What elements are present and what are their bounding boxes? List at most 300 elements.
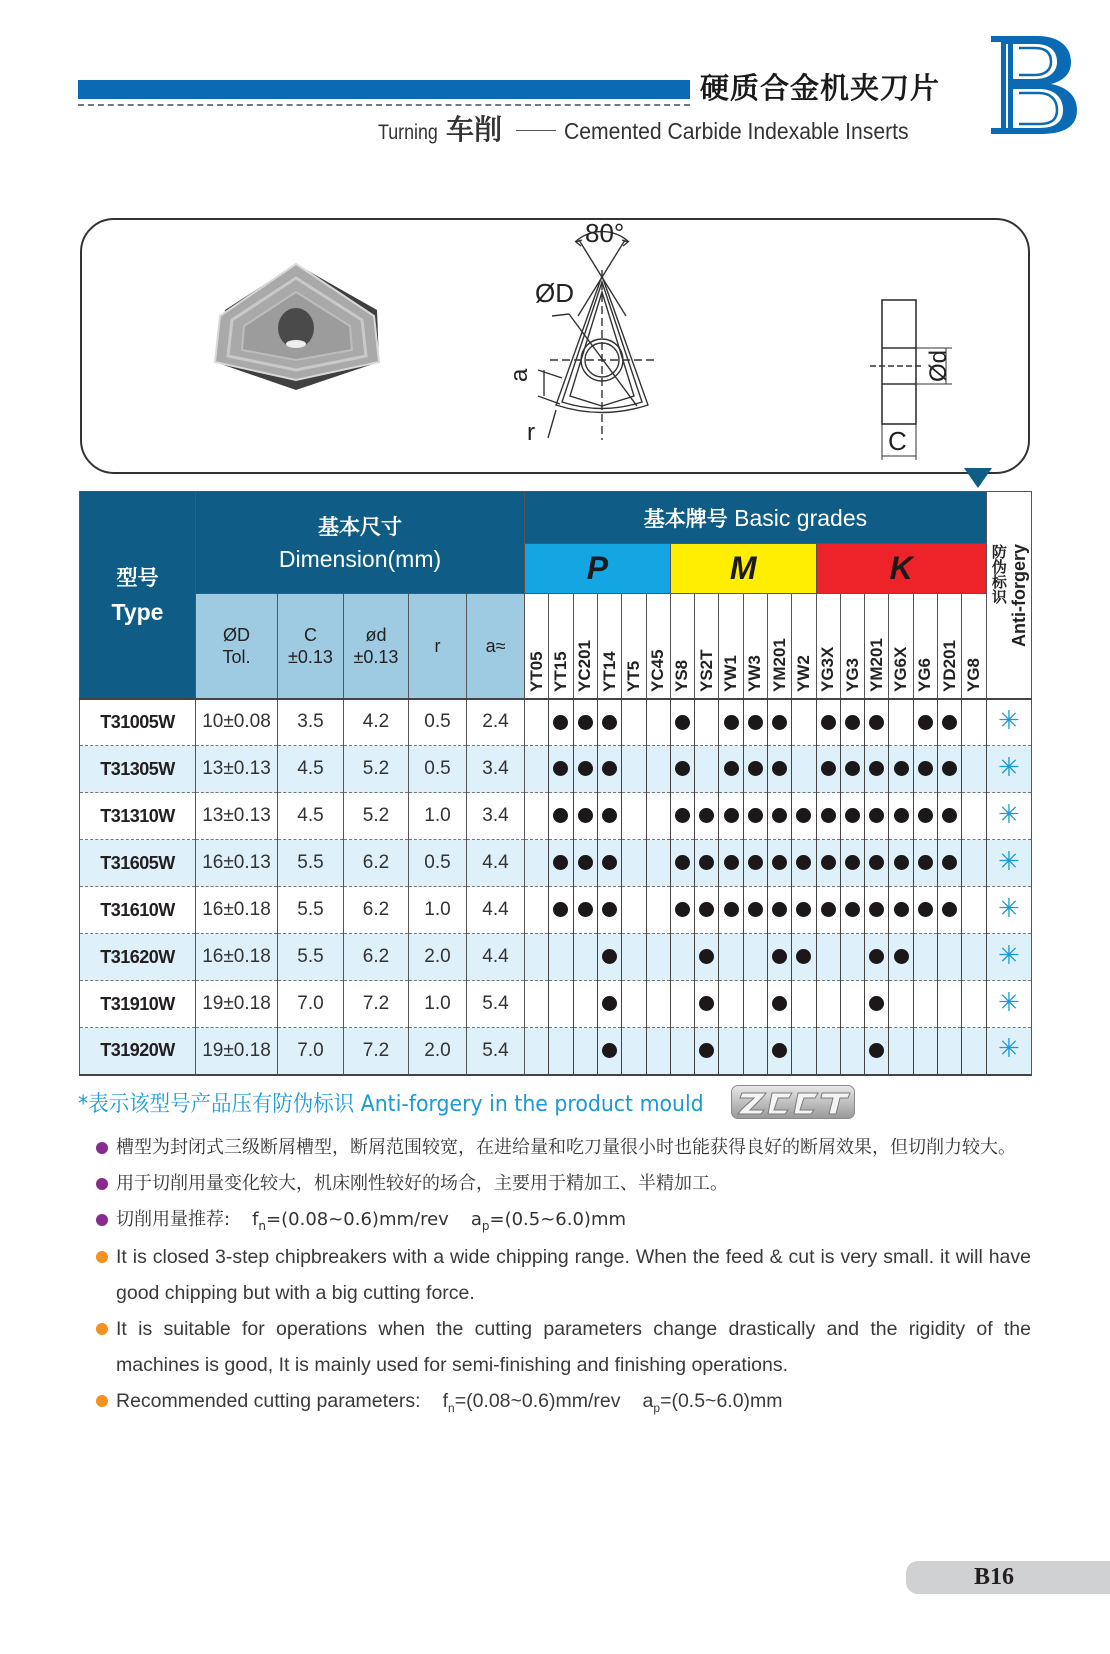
grade-cell [743, 887, 767, 934]
grade-cell [622, 793, 646, 840]
table-row [80, 934, 1032, 981]
grade-cell [816, 934, 840, 981]
bullet-dot-icon [96, 1178, 108, 1190]
grade-cell [670, 887, 694, 934]
subtitle-dash [516, 130, 556, 131]
grade-cell [767, 934, 791, 981]
grade-cell [938, 840, 962, 887]
r-cell: 0.5 [409, 699, 467, 746]
c-cell: 5.5 [278, 887, 344, 934]
grade-col-header: YW1 [719, 594, 743, 699]
availability-dot-icon [578, 761, 593, 776]
availability-dot-icon [578, 855, 593, 870]
anti-forgery-asterisk-icon: ✳ [997, 751, 1020, 782]
availability-dot-icon [942, 761, 957, 776]
grade-cell [573, 840, 597, 887]
grade-cell [816, 887, 840, 934]
availability-dot-icon [772, 855, 787, 870]
grade-cell [525, 746, 549, 793]
grade-cell [938, 1028, 962, 1075]
grade-cell [525, 699, 549, 746]
anti-forgery-pointer-icon [964, 468, 992, 488]
bullet-item: It is closed 3-step chipbreakers with a wide chipping range. When the feed & cut is very small. it will have good chipping but with a big cutting force. [96, 1239, 1031, 1311]
grade-col-header: YC45 [646, 594, 670, 699]
anti-forgery-asterisk-icon: ✳ [997, 892, 1020, 923]
availability-dot-icon [869, 855, 884, 870]
grade-cell [913, 981, 937, 1028]
hole-d-cell: 4.2 [344, 699, 409, 746]
availability-dot-icon [845, 761, 860, 776]
grade-group-p: P [525, 544, 671, 594]
availability-dot-icon [748, 808, 763, 823]
hole-d-cell: 7.2 [344, 981, 409, 1028]
grade-cell [816, 981, 840, 1028]
c-cell: 5.5 [278, 840, 344, 887]
grade-cell [889, 699, 913, 746]
c-cell: 7.0 [278, 981, 344, 1028]
grade-cell [670, 1028, 694, 1075]
hole-d-cell: 5.2 [344, 793, 409, 840]
anti-forgery-cell [986, 793, 1031, 840]
type-cell: T31310W [80, 793, 196, 840]
a-cell: 5.4 [467, 1028, 525, 1075]
d-tol-cell: 19±0.18 [196, 981, 278, 1028]
grade-cell [525, 1028, 549, 1075]
grade-col-header: YT15 [549, 594, 573, 699]
insert-front-view-drawing [538, 232, 654, 440]
label-r: r [527, 419, 535, 446]
grade-cell [743, 934, 767, 981]
anti-forgery-cell [986, 981, 1031, 1028]
grade-cell [597, 981, 621, 1028]
availability-dot-icon [602, 761, 617, 776]
a-cell: 3.4 [467, 793, 525, 840]
anti-forgery-asterisk-icon: ✳ [997, 845, 1020, 876]
type-cell: T31005W [80, 699, 196, 746]
availability-dot-icon [553, 761, 568, 776]
grade-cell [622, 1028, 646, 1075]
grade-cell [597, 934, 621, 981]
grade-cell [840, 840, 864, 887]
bullet-dot-icon [96, 1142, 108, 1154]
grade-cell [767, 887, 791, 934]
table-row [80, 746, 1032, 793]
bullet-item: 槽型为封闭式三级断屑槽型，断屑范围较宽，在进给量和吃刀量很小时也能获得良好的断屑效果，但切削力较大。 [96, 1130, 1031, 1166]
r-cell: 2.0 [409, 934, 467, 981]
grade-cell [938, 793, 962, 840]
availability-dot-icon [845, 902, 860, 917]
a-cell: 4.4 [467, 887, 525, 934]
availability-dot-icon [796, 855, 811, 870]
availability-dot-icon [675, 808, 690, 823]
grade-cell [938, 746, 962, 793]
grade-cell [597, 1028, 621, 1075]
availability-dot-icon [821, 902, 836, 917]
grade-cell [719, 840, 743, 887]
grade-col-header: YT05 [525, 594, 549, 699]
grade-col-header: YS2T [695, 594, 719, 699]
grade-cell [670, 793, 694, 840]
grade-cell [913, 1028, 937, 1075]
grade-col-header: YG3X [816, 594, 840, 699]
availability-dot-icon [821, 808, 836, 823]
availability-dot-icon [724, 855, 739, 870]
bullet-dot-icon [96, 1395, 108, 1407]
availability-dot-icon [821, 761, 836, 776]
availability-dot-icon [942, 855, 957, 870]
grade-cell [573, 699, 597, 746]
anti-forgery-asterisk-icon: ✳ [997, 704, 1020, 735]
anti-forgery-asterisk-icon: ✳ [997, 798, 1020, 829]
availability-dot-icon [675, 855, 690, 870]
r-cell: 2.0 [409, 1028, 467, 1075]
grade-cell [792, 934, 816, 981]
grade-cell [549, 746, 573, 793]
grade-cell [695, 699, 719, 746]
bullet-dot-icon [96, 1251, 108, 1263]
grade-cell [670, 934, 694, 981]
grade-cell [962, 1028, 987, 1075]
d-tol-cell: 16±0.13 [196, 840, 278, 887]
grade-cell [913, 699, 937, 746]
grade-cell [525, 840, 549, 887]
grade-cell [816, 699, 840, 746]
dimension-col-header: C ±0.13 [278, 594, 344, 699]
grade-cell [840, 699, 864, 746]
availability-dot-icon [918, 902, 933, 917]
bullet-dot-icon [96, 1214, 108, 1226]
availability-dot-icon [553, 808, 568, 823]
grade-cell [962, 840, 987, 887]
availability-dot-icon [724, 902, 739, 917]
grade-cell [938, 934, 962, 981]
grade-cell [525, 793, 549, 840]
grade-cell [743, 699, 767, 746]
d-tol-cell: 13±0.13 [196, 793, 278, 840]
availability-dot-icon [602, 855, 617, 870]
grade-cell [889, 840, 913, 887]
grade-cell [840, 934, 864, 981]
anti-forgery-header: 防伪标识 Anti-forgery [986, 492, 1031, 699]
grade-cell [767, 1028, 791, 1075]
a-cell: 5.4 [467, 981, 525, 1028]
availability-dot-icon [578, 808, 593, 823]
grade-cell [792, 887, 816, 934]
availability-dot-icon [894, 902, 909, 917]
grade-cell [646, 746, 670, 793]
availability-dot-icon [772, 761, 787, 776]
availability-dot-icon [675, 761, 690, 776]
grade-cell [549, 840, 573, 887]
anti-forgery-cell [986, 887, 1031, 934]
grade-cell [962, 746, 987, 793]
subtitle-turning-cn: 车削 [446, 113, 503, 146]
table-row [80, 793, 1032, 840]
bullet-dot-icon [96, 1323, 108, 1335]
grade-cell [743, 746, 767, 793]
dimension-header: 基本尺寸 Dimension(mm) [196, 492, 525, 594]
grade-col-header: YT14 [597, 594, 621, 699]
grade-cell [549, 981, 573, 1028]
grade-cell [938, 981, 962, 1028]
grade-cell [719, 934, 743, 981]
grade-cell [670, 981, 694, 1028]
grade-cell [695, 887, 719, 934]
grade-col-header: YW2 [792, 594, 816, 699]
dimension-col-header: ØD Tol. [196, 594, 278, 699]
grade-cell [889, 981, 913, 1028]
type-cell: T31610W [80, 887, 196, 934]
grade-cell [719, 1028, 743, 1075]
grade-cell [767, 699, 791, 746]
availability-dot-icon [699, 996, 714, 1011]
bullet-item: 切削用量推荐: $f_n=(0.08\sim 0.6)mm$/rev $a_p=(0.5\sim 6.0)mm$ [96, 1202, 1031, 1239]
grade-cell [573, 793, 597, 840]
grade-cell [573, 746, 597, 793]
grade-cell [962, 699, 987, 746]
header-blue-bar [78, 80, 690, 99]
type-cell: T31920W [80, 1028, 196, 1075]
grade-cell [962, 934, 987, 981]
grade-cell [622, 840, 646, 887]
basic-grades-header: 基本牌号 Basic grades [525, 492, 987, 544]
grade-col-header: YD201 [938, 594, 962, 699]
grade-cell [840, 887, 864, 934]
grade-cell [622, 981, 646, 1028]
availability-dot-icon [821, 715, 836, 730]
grade-cell [525, 887, 549, 934]
availability-dot-icon [553, 902, 568, 917]
hole-d-cell: 7.2 [344, 1028, 409, 1075]
grade-cell [889, 793, 913, 840]
grade-cell [573, 934, 597, 981]
grade-col-header: YG6 [913, 594, 937, 699]
grade-group-m: M [670, 544, 816, 594]
availability-dot-icon [675, 902, 690, 917]
grade-cell [646, 699, 670, 746]
grade-cell [889, 934, 913, 981]
grade-cell [573, 887, 597, 934]
type-cell: T31910W [80, 981, 196, 1028]
availability-dot-icon [796, 949, 811, 964]
grade-cell [865, 934, 889, 981]
grade-cell [573, 981, 597, 1028]
availability-dot-icon [918, 855, 933, 870]
availability-dot-icon [918, 715, 933, 730]
grade-cell [962, 981, 987, 1028]
feature-bullets [96, 1130, 1031, 1421]
availability-dot-icon [942, 715, 957, 730]
c-cell: 7.0 [278, 1028, 344, 1075]
grade-cell [719, 746, 743, 793]
availability-dot-icon [748, 715, 763, 730]
d-tol-cell: 19±0.18 [196, 1028, 278, 1075]
d-tol-cell: 16±0.18 [196, 934, 278, 981]
availability-dot-icon [772, 715, 787, 730]
grade-cell [816, 840, 840, 887]
grade-col-header: YT5 [622, 594, 646, 699]
grade-cell [792, 1028, 816, 1075]
grade-cell [719, 887, 743, 934]
availability-dot-icon [869, 949, 884, 964]
grade-cell [962, 793, 987, 840]
r-cell: 0.5 [409, 746, 467, 793]
anti-forgery-cell [986, 746, 1031, 793]
type-cell: T31605W [80, 840, 196, 887]
availability-dot-icon [869, 1043, 884, 1058]
availability-dot-icon [869, 996, 884, 1011]
type-header: 型号 Type [80, 492, 196, 699]
availability-dot-icon [772, 996, 787, 1011]
grade-cell [743, 1028, 767, 1075]
grade-cell [597, 887, 621, 934]
grade-cell [889, 887, 913, 934]
grade-cell [865, 887, 889, 934]
anti-forgery-cell [986, 934, 1031, 981]
grade-cell [743, 793, 767, 840]
grade-cell [913, 840, 937, 887]
r-cell: 0.5 [409, 840, 467, 887]
hole-d-cell: 5.2 [344, 746, 409, 793]
grade-cell [719, 981, 743, 1028]
table-row [80, 887, 1032, 934]
grade-cell [913, 934, 937, 981]
availability-dot-icon [821, 855, 836, 870]
label-C: C [888, 426, 907, 456]
insert-3d-render-icon [215, 264, 379, 390]
grade-cell [646, 793, 670, 840]
availability-dot-icon [699, 808, 714, 823]
grade-cell [840, 746, 864, 793]
grade-cell [792, 699, 816, 746]
specification-table [79, 491, 1032, 1076]
a-cell: 4.4 [467, 934, 525, 981]
grade-cell [695, 746, 719, 793]
grade-cell [767, 746, 791, 793]
section-b-logo-icon [985, 32, 1080, 137]
label-angle: 80° [585, 220, 625, 248]
grade-cell [622, 699, 646, 746]
grade-cell [622, 746, 646, 793]
availability-dot-icon [602, 715, 617, 730]
grade-cell [597, 840, 621, 887]
grade-cell [865, 793, 889, 840]
footnote-text: *表示该型号产品压有防伪标识 Anti-forgery in the product mould [78, 1091, 704, 1117]
availability-dot-icon [699, 855, 714, 870]
availability-dot-icon [748, 902, 763, 917]
grade-cell [597, 746, 621, 793]
grade-cell [549, 699, 573, 746]
subtitle-en: Cemented Carbide Indexable Inserts [564, 118, 909, 144]
grade-cell [840, 981, 864, 1028]
availability-dot-icon [699, 949, 714, 964]
availability-dot-icon [796, 808, 811, 823]
grade-cell [767, 840, 791, 887]
grade-cell [622, 934, 646, 981]
grade-cell [840, 793, 864, 840]
grade-cell [865, 840, 889, 887]
grade-cell [816, 746, 840, 793]
grade-cell [695, 1028, 719, 1075]
availability-dot-icon [918, 808, 933, 823]
availability-dot-icon [578, 902, 593, 917]
c-cell: 3.5 [278, 699, 344, 746]
grade-cell [695, 793, 719, 840]
a-cell: 3.4 [467, 746, 525, 793]
grade-cell [767, 981, 791, 1028]
availability-dot-icon [724, 808, 739, 823]
r-cell: 1.0 [409, 887, 467, 934]
header-dashed-rule [78, 104, 690, 106]
availability-dot-icon [602, 949, 617, 964]
availability-dot-icon [602, 1043, 617, 1058]
anti-forgery-footnote [78, 1085, 855, 1119]
grade-cell [670, 746, 694, 793]
availability-dot-icon [675, 715, 690, 730]
a-cell: 4.4 [467, 840, 525, 887]
grade-cell [865, 699, 889, 746]
grade-cell [938, 699, 962, 746]
page-title-cn: 硬质合金机夹刀片 [700, 71, 941, 105]
availability-dot-icon [869, 761, 884, 776]
type-cell: T31620W [80, 934, 196, 981]
availability-dot-icon [748, 761, 763, 776]
grade-cell [549, 887, 573, 934]
availability-dot-icon [553, 715, 568, 730]
hole-d-cell: 6.2 [344, 934, 409, 981]
availability-dot-icon [796, 902, 811, 917]
availability-dot-icon [772, 902, 787, 917]
grade-cell [792, 840, 816, 887]
grade-cell [889, 1028, 913, 1075]
availability-dot-icon [772, 949, 787, 964]
grade-cell [646, 981, 670, 1028]
grade-cell [695, 840, 719, 887]
subtitle-turning-en: Turning [378, 121, 438, 144]
page-number: B16 [973, 1564, 1014, 1590]
insert-drawings [82, 220, 1032, 476]
availability-dot-icon [602, 902, 617, 917]
grade-cell [549, 1028, 573, 1075]
hole-d-cell: 6.2 [344, 887, 409, 934]
availability-dot-icon [845, 715, 860, 730]
availability-dot-icon [942, 808, 957, 823]
availability-dot-icon [942, 902, 957, 917]
label-D: ØD [535, 278, 574, 308]
grade-cell [646, 934, 670, 981]
grade-col-header: YG6X [889, 594, 913, 699]
dimension-col-header: r [409, 594, 467, 699]
availability-dot-icon [724, 761, 739, 776]
grade-cell [719, 793, 743, 840]
availability-dot-icon [724, 715, 739, 730]
availability-dot-icon [894, 855, 909, 870]
grade-cell [913, 793, 937, 840]
grade-cell [719, 699, 743, 746]
availability-dot-icon [845, 855, 860, 870]
zcct-mark-icon [731, 1085, 855, 1119]
grade-cell [670, 699, 694, 746]
grade-cell [743, 840, 767, 887]
availability-dot-icon [869, 715, 884, 730]
availability-dot-icon [699, 1043, 714, 1058]
grade-cell [646, 840, 670, 887]
table-row [80, 699, 1032, 746]
grade-cell [597, 793, 621, 840]
grade-cell [743, 981, 767, 1028]
grade-cell [840, 1028, 864, 1075]
grade-cell [646, 887, 670, 934]
